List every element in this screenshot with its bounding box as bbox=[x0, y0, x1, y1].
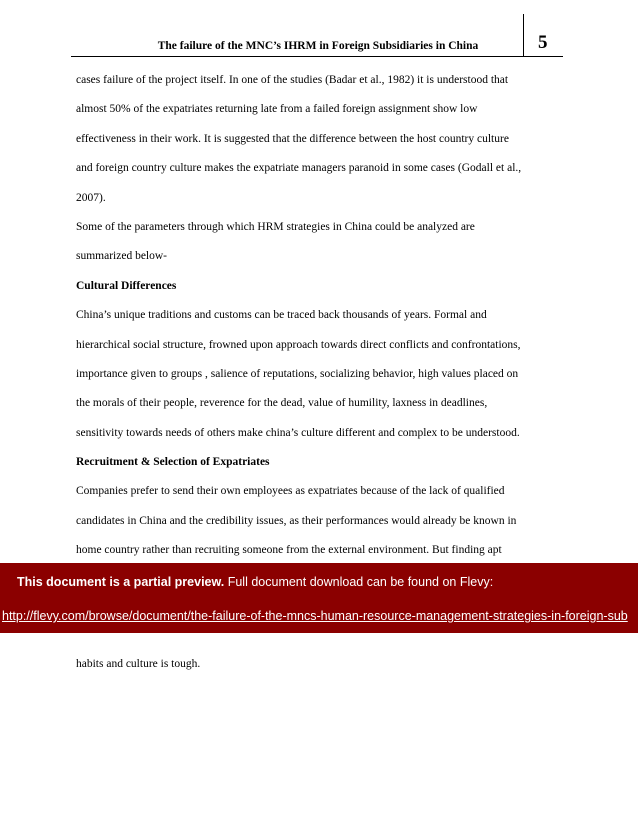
body-line: habits and culture is tough. bbox=[76, 658, 201, 670]
body-line: hierarchical social structure, frowned upon approach towards direct conflicts and confrontations, bbox=[76, 338, 521, 351]
body-line: importance given to groups , salience of reputations, socializing behavior, high values placed on bbox=[76, 367, 519, 380]
header-divider-horizontal bbox=[71, 56, 563, 57]
body-line: cases failure of the project itself. In one of the studies (Badar et al., 1982) it is understood that bbox=[76, 74, 509, 86]
page-number: 5 bbox=[538, 32, 548, 53]
document-body bbox=[76, 66, 566, 566]
body-line: sensitivity towards needs of others make china’s culture different and complex to be understood. bbox=[76, 426, 520, 439]
section-heading-recruitment: Recruitment & Selection of Expatriates bbox=[76, 456, 270, 469]
body-line: and foreign country culture makes the expatriate managers paranoid in some cases (Godall et al., bbox=[76, 162, 522, 175]
body-line: effectiveness in their work. It is suggested that the difference between the host country culture bbox=[76, 132, 509, 145]
preview-notice bbox=[17, 575, 493, 589]
header-divider-vertical bbox=[523, 14, 524, 56]
section-heading-cultural-differences: Cultural Differences bbox=[76, 279, 177, 292]
body-line: almost 50% of the expatriates returning late from a failed foreign assignment show low bbox=[76, 103, 478, 116]
body-line: home country rather than recruiting someone from the external environment. But finding apt bbox=[76, 544, 502, 557]
body-line: China’s unique traditions and customs can be traced back thousands of years. Formal and bbox=[76, 309, 487, 322]
body-line: Companies prefer to send their own employees as expatriates because of the lack of qualified bbox=[76, 485, 505, 498]
flevy-download-link[interactable]: http://flevy.com/browse/document/the-failure-of-the-mncs-human-resource-management-strategies-in-foreign-sub bbox=[2, 609, 628, 623]
body-line: Some of the parameters through which HRM strategies in China could be analyzed are bbox=[76, 220, 475, 233]
body-line: candidates in China and the credibility issues, as their performances would already be known in bbox=[76, 514, 517, 527]
preview-banner bbox=[0, 563, 638, 633]
preview-notice-bold: This document is a partial preview. bbox=[17, 575, 225, 589]
body-line: the morals of their people, reverence for the dead, value of humility, laxness in deadlines, bbox=[76, 397, 488, 410]
preview-notice-text: Full document download can be found on Flevy: bbox=[227, 575, 494, 589]
body-line: summarized below- bbox=[76, 250, 168, 263]
body-line: 2007). bbox=[76, 191, 106, 204]
page-title: The failure of the MNC’s IHRM in Foreign Subsidiaries in China bbox=[157, 40, 479, 52]
